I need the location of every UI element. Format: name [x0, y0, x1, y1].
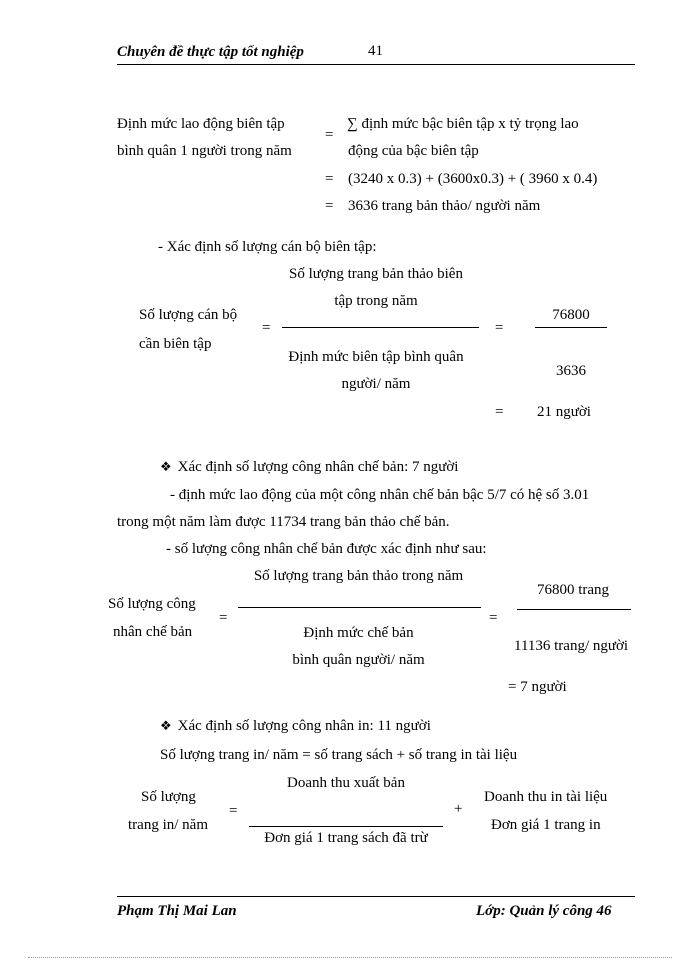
norm-rhs-line1: ∑ định mức bậc biên tập x tỷ trọng lao — [347, 116, 579, 132]
editors-result: 21 người — [537, 404, 591, 420]
editors-denominator-line2: người/ năm — [341, 376, 411, 392]
norm-rhs-line3: (3240 x 0.3) + (3600x0.3) + ( 3960 x 0.4) — [348, 171, 598, 187]
typesetters-numerator: Số lượng trang bản thảo trong năm — [253, 568, 464, 584]
typesetters-value-numerator: 76800 trang — [536, 582, 610, 598]
typesetters-denominator-line1: Định mức chế bản — [303, 625, 414, 641]
printers-label-line1: Số lượng — [141, 789, 196, 805]
typesetters-heading-text: Xác định số lượng công nhân chế bản: 7 người — [177, 459, 459, 475]
editors-value-fraction-bar — [535, 327, 607, 328]
printers-rhs-line1: Doanh thu in tài liệu — [484, 789, 608, 805]
editors-label-line2: cần biên tập — [139, 336, 212, 352]
printers-heading-text: Xác định số lượng công nhân in: 11 người — [177, 718, 431, 734]
printers-denominator: Đơn giá 1 trang sách đã trừ — [264, 830, 428, 846]
editors-equals-1: = — [262, 320, 271, 336]
editors-numerator-line1: Số lượng trang bản thảo biên — [289, 266, 463, 282]
page-number: 41 — [368, 43, 383, 59]
typesetters-para-line2: trong một năm làm được 11734 trang bản thảo chế bản. — [117, 514, 450, 530]
norm-rhs-line2: động của bậc biên tập — [348, 143, 479, 159]
typesetters-fraction-bar — [238, 607, 481, 608]
header-title: Chuyên đề thực tập tốt nghiệp — [117, 44, 304, 60]
editors-denominator-line1: Định mức biên tập bình quân — [288, 349, 464, 365]
header-rule — [117, 64, 635, 65]
editors-numerator-line2: tập trong năm — [334, 293, 418, 309]
printers-numerator: Doanh thu xuất bản — [287, 775, 405, 791]
norm-equals-2: = — [325, 171, 334, 187]
editors-equals-2: = — [495, 320, 504, 336]
typesetters-value-fraction-bar — [517, 609, 631, 610]
editors-fraction-bar — [282, 327, 479, 328]
footer-rule — [117, 896, 635, 897]
norm-label-line2: bình quân 1 người trong năm — [117, 143, 292, 159]
diamond-bullet-icon: ❖ — [160, 459, 172, 474]
typesetters-value-denominator: 11136 trang/ người — [514, 638, 629, 654]
typesetters-equals-2: = — [489, 610, 498, 626]
footer-author: Phạm Thị Mai Lan — [117, 903, 237, 919]
typesetters-para-line1: - định mức lao động của một công nhân chế bản bậc 5/7 có hệ số 3.01 — [170, 487, 590, 503]
printers-formula: Số lượng trang in/ năm = số trang sách + số trang in tài liệu — [160, 747, 518, 763]
editors-value-denominator: 3636 — [556, 363, 586, 379]
editors-value-numerator: 76800 — [552, 307, 590, 323]
printers-equals-1: = — [229, 803, 238, 819]
norm-equals-1: = — [325, 127, 334, 143]
printers-label-line2: trang in/ năm — [128, 817, 208, 833]
typesetters-label-line1: Số lượng công — [108, 596, 196, 612]
editors-equals-3: = — [495, 404, 504, 420]
typesetters-result: = 7 người — [508, 679, 567, 695]
printers-rhs-line2: Đơn giá 1 trang in — [491, 817, 601, 833]
page-bottom-dotted-border — [28, 957, 672, 958]
editors-intro: - Xác định số lượng cán bộ biên tập: — [158, 239, 377, 255]
diamond-bullet-icon: ❖ — [160, 718, 172, 733]
printers-fraction-bar — [249, 826, 443, 827]
typesetters-heading — [160, 459, 458, 476]
printers-heading — [160, 718, 431, 735]
typesetters-denominator-line2: bình quân người/ năm — [292, 652, 425, 668]
typesetters-para-line3: - số lượng công nhân chế bản được xác định như sau: — [166, 541, 487, 557]
editors-label-line1: Số lượng cán bộ — [139, 307, 238, 323]
printers-plus: + — [454, 801, 463, 817]
typesetters-label-line2: nhân chế bản — [113, 624, 193, 640]
footer-class: Lớp: Quản lý công 46 — [476, 903, 612, 919]
norm-equals-3: = — [325, 198, 334, 214]
norm-rhs-line4: 3636 trang bản thảo/ người năm — [348, 198, 541, 214]
typesetters-equals-1: = — [219, 610, 228, 626]
norm-label-line1: Định mức lao động biên tập — [117, 116, 285, 132]
